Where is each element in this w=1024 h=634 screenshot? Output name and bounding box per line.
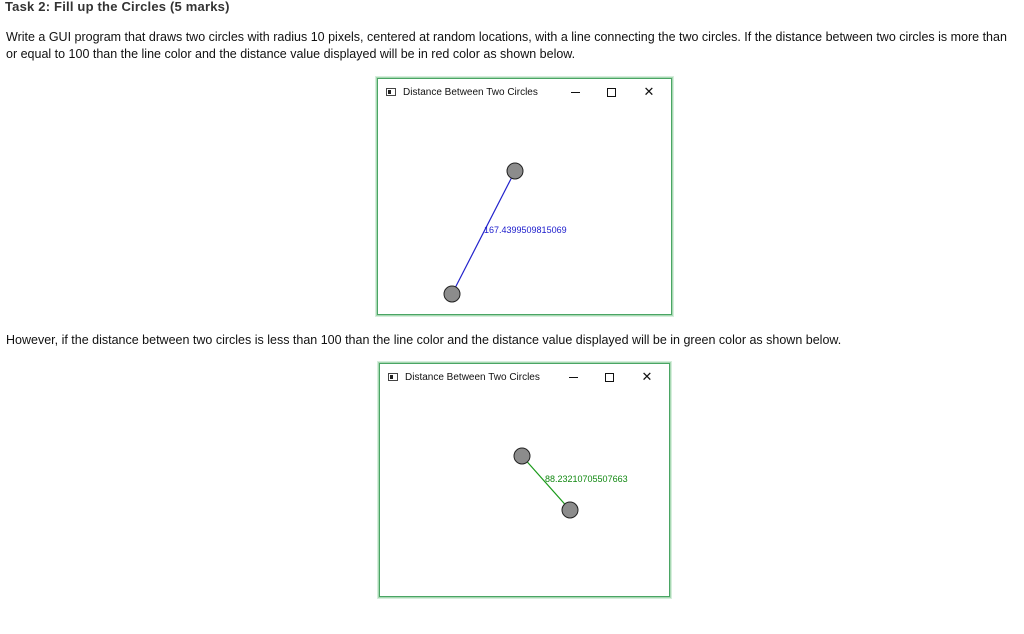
minimize-icon (571, 92, 580, 93)
task-heading: Task 2: Fill up the Circles (5 marks) (5, 0, 230, 14)
minimize-button[interactable] (563, 368, 583, 386)
minimize-icon (569, 377, 578, 378)
close-button[interactable] (637, 368, 657, 386)
window-green-example[interactable] (379, 363, 670, 597)
window-title: Distance Between Two Circles (403, 87, 538, 98)
maximize-icon (607, 88, 616, 97)
distance-label: 88.23210705507663 (545, 474, 628, 484)
maximize-button[interactable] (599, 368, 619, 386)
circle-2[interactable] (562, 502, 578, 518)
title-bar[interactable] (380, 364, 669, 390)
title-bar[interactable] (378, 79, 671, 105)
window-red-example[interactable] (377, 78, 672, 315)
app-icon[interactable] (386, 88, 396, 96)
circle-2[interactable] (444, 286, 460, 302)
circle-1[interactable] (507, 163, 523, 179)
maximize-button[interactable] (601, 83, 621, 101)
minimize-button[interactable] (565, 83, 585, 101)
close-icon: ✕ (641, 369, 653, 384)
close-icon: ✕ (643, 84, 655, 99)
distance-label: 167.4399509815069 (484, 225, 567, 235)
instruction-paragraph-2: However, if the distance between two circles is less than 100 than the line color and the distance value displayed will be in green color as shown below. (6, 333, 842, 347)
drawing-canvas (380, 390, 669, 596)
maximize-icon (605, 373, 614, 382)
window-title: Distance Between Two Circles (405, 372, 540, 383)
app-icon[interactable] (388, 373, 398, 381)
close-button[interactable] (639, 83, 659, 101)
drawing-canvas (378, 105, 671, 314)
instruction-paragraph-1: Write a GUI program that draws two circles with radius 10 pixels, centered at random locations, with a line connecting the two circles. If the distance between two circles is more than or equal to 100 than the line color and the distance value displayed will be in red color as shown below. (6, 30, 1007, 61)
circle-1[interactable] (514, 448, 530, 464)
